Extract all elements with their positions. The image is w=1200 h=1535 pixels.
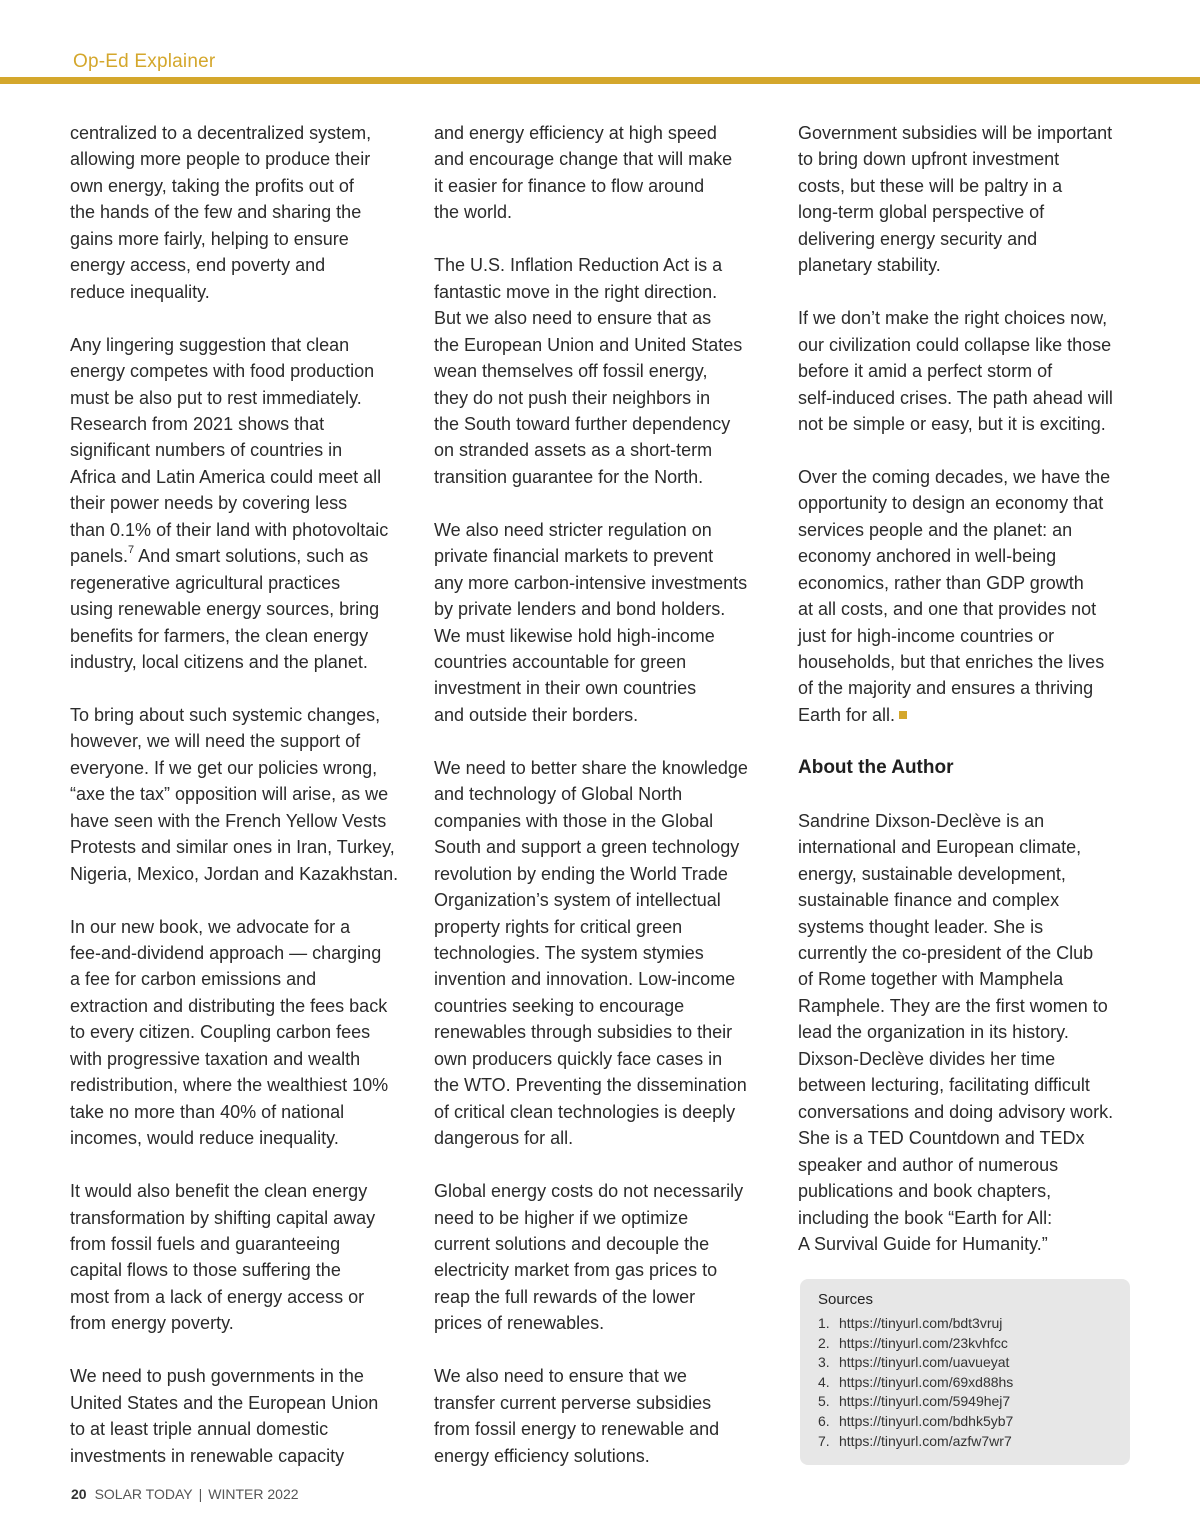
paragraph-text: Any lingering suggestion that clean energy competes with food production must be also put to rest immediately. Research from 2021 shows that significant numbers of countries in Africa and Latin America could meet all their power needs by covering less than 0.1% of their land with photovoltaic panels.: [70, 334, 389, 567]
source-link[interactable]: https://tinyurl.com/23kvhfcc: [839, 1334, 1008, 1351]
source-number: 5.: [818, 1393, 830, 1410]
about-author-body: Sandrine Dixson-Declève is an international and European climate, energy, sustainable development, sustainable finance and complex systems thought leader. She is currently the co-president of the Club of Rome together with Mamphela Ramphele. They are the first women to lead the organization in its history. Dixson-Declève divides her time between lecturing, facilitating difficult conversations and doing advisory work. She is a TED Countdown and TEDx speaker and author of numerous publications and book chapters, including the book “Earth for All: A Survival Guide for Humanity.”: [798, 810, 1114, 1254]
paragraph: Global energy costs do not necessarily need to be higher if we optimize current solutions and decouple the electricity market from gas prices to reap the full rewards of the lower prices of renewables.: [434, 1181, 744, 1334]
page-footer: [71, 1486, 299, 1502]
source-link[interactable]: https://tinyurl.com/uavueyat: [839, 1354, 1010, 1371]
paragraph-text: And smart solutions, such as regenerative agricultural practices using renewable energy sources, bring benefits for farmers, the clean energy industry, local citizens and the planet.: [70, 546, 380, 673]
source-number: 4.: [818, 1373, 830, 1390]
source-item[interactable]: [818, 1314, 1112, 1334]
footnote-reference: 7: [128, 544, 135, 557]
about-author-heading: About the Author: [798, 756, 954, 778]
source-link[interactable]: https://tinyurl.com/bdt3vruj: [839, 1315, 1003, 1331]
page-number: 20: [71, 1486, 87, 1502]
source-number: 2.: [818, 1334, 830, 1351]
paragraph: centralized to a decentralized system, allowing more people to produce their own energy, taking the profits out of the hands of the few and sharing the gains more fairly, helping to ensure energy access, end poverty and reduce inequality.: [70, 123, 372, 302]
paragraph-text: Over the coming decades, we have the opportunity to design an economy that services people and the planet: an economy anchored in well-being economics, rather than GDP growth at all costs, and one that provides not just for high-income countries or households, but that enriches the lives of the majority and ensures a thriving Earth for all.: [798, 466, 1111, 725]
sources-box: [800, 1279, 1130, 1465]
paragraph: We also need stricter regulation on private financial markets to prevent any more carbon-intensive investments by private lenders and bond holders. We must likewise hold high-income countries accountable for green investment in their own countries and outside their borders.: [434, 519, 748, 725]
sources-list: [818, 1314, 1112, 1451]
source-link[interactable]: https://tinyurl.com/69xd88hs: [839, 1373, 1014, 1390]
source-number: 7.: [818, 1432, 830, 1449]
source-item[interactable]: [818, 1392, 1112, 1412]
source-item[interactable]: [818, 1432, 1112, 1452]
end-mark-icon: [899, 711, 907, 719]
section-label: Op-Ed Explainer: [73, 51, 216, 72]
publication-name: SOLAR TODAY: [94, 1486, 193, 1502]
source-link[interactable]: https://tinyurl.com/bdhk5yb7: [839, 1412, 1014, 1429]
header-rule: [0, 77, 1200, 84]
source-item[interactable]: [818, 1334, 1112, 1354]
paragraph: We need to better share the knowledge and technology of Global North companies with those in the Global South and support a green technology revolution by ending the World Trade Organization’s system of intellectual property rights for critical green technologies. The system stymies invention and innovation. Low-income countries seeking to encourage renewables through subsidies to their own producers quickly face cases in the WTO. Preventing the dissemination of critical clean technologies is deeply dangerous for all.: [434, 757, 748, 1149]
paragraph: We need to push governments in the United States and the European Union to at least triple annual domestic investments in renewable capacity: [70, 1366, 379, 1466]
source-link[interactable]: https://tinyurl.com/5949hej7: [839, 1393, 1011, 1410]
paragraph: We also need to ensure that we transfer current perverse subsidies from fossil energy to renewable and energy efficiency solutions.: [434, 1366, 720, 1466]
article-column-1: [70, 120, 415, 1469]
source-number: 3.: [818, 1354, 830, 1371]
sources-title: Sources: [818, 1291, 874, 1308]
source-item[interactable]: [818, 1353, 1112, 1373]
source-item[interactable]: [818, 1412, 1112, 1432]
source-link[interactable]: https://tinyurl.com/azfw7wr7: [839, 1432, 1012, 1449]
paragraph: [70, 332, 415, 676]
paragraph: Government subsidies will be important to bring down upfront investment costs, but these will be paltry in a long-term global perspective of delivering energy security and planetary stability.: [798, 123, 1113, 276]
paragraph: and energy efficiency at high speed and encourage change that will make it easier for finance to flow around the world.: [434, 123, 733, 223]
source-number: 1.: [818, 1315, 830, 1331]
source-number: 6.: [818, 1412, 830, 1429]
paragraph: [798, 464, 1143, 729]
paragraph: To bring about such systemic changes, however, we will need the support of everyone. If we get our policies wrong, “axe the tax” opposition will arise, as we have seen with the French Yellow Vests Protests and similar ones in Iran, Turkey, Nigeria, Mexico, Jordan and Kazakhstan.: [70, 704, 399, 884]
footer-separator: |: [198, 1486, 203, 1502]
paragraph: If we don’t make the right choices now, our civilization could collapse like those before it amid a perfect storm of self-induced crises. The path ahead will not be simple or easy, but it is exciting.: [798, 308, 1113, 434]
article-column-3: [798, 120, 1143, 1257]
source-item[interactable]: [818, 1373, 1112, 1393]
paragraph: The U.S. Inflation Reduction Act is a fantastic move in the right direction. But we also need to ensure that as the European Union and United States wean themselves off fossil energy, they do not push their neighbors in the South toward further dependency on stranded assets as a short-term transition guarantee for the North.: [434, 255, 743, 487]
article-column-2: [434, 120, 779, 1469]
issue-date: WINTER 2022: [208, 1486, 299, 1502]
paragraph: It would also benefit the clean energy transformation by shifting capital away from fossil fuels and guaranteeing capital flows to those suffering the most from a lack of energy access or from energy poverty.: [70, 1181, 376, 1334]
paragraph: In our new book, we advocate for a fee-and-dividend approach — charging a fee for carbon emissions and extraction and distributing the fees back to every citizen. Coupling carbon fees with progressive taxation and wealth redistribution, where the wealthiest 10% take no more than 40% of national incomes, would reduce inequality.: [70, 916, 389, 1149]
